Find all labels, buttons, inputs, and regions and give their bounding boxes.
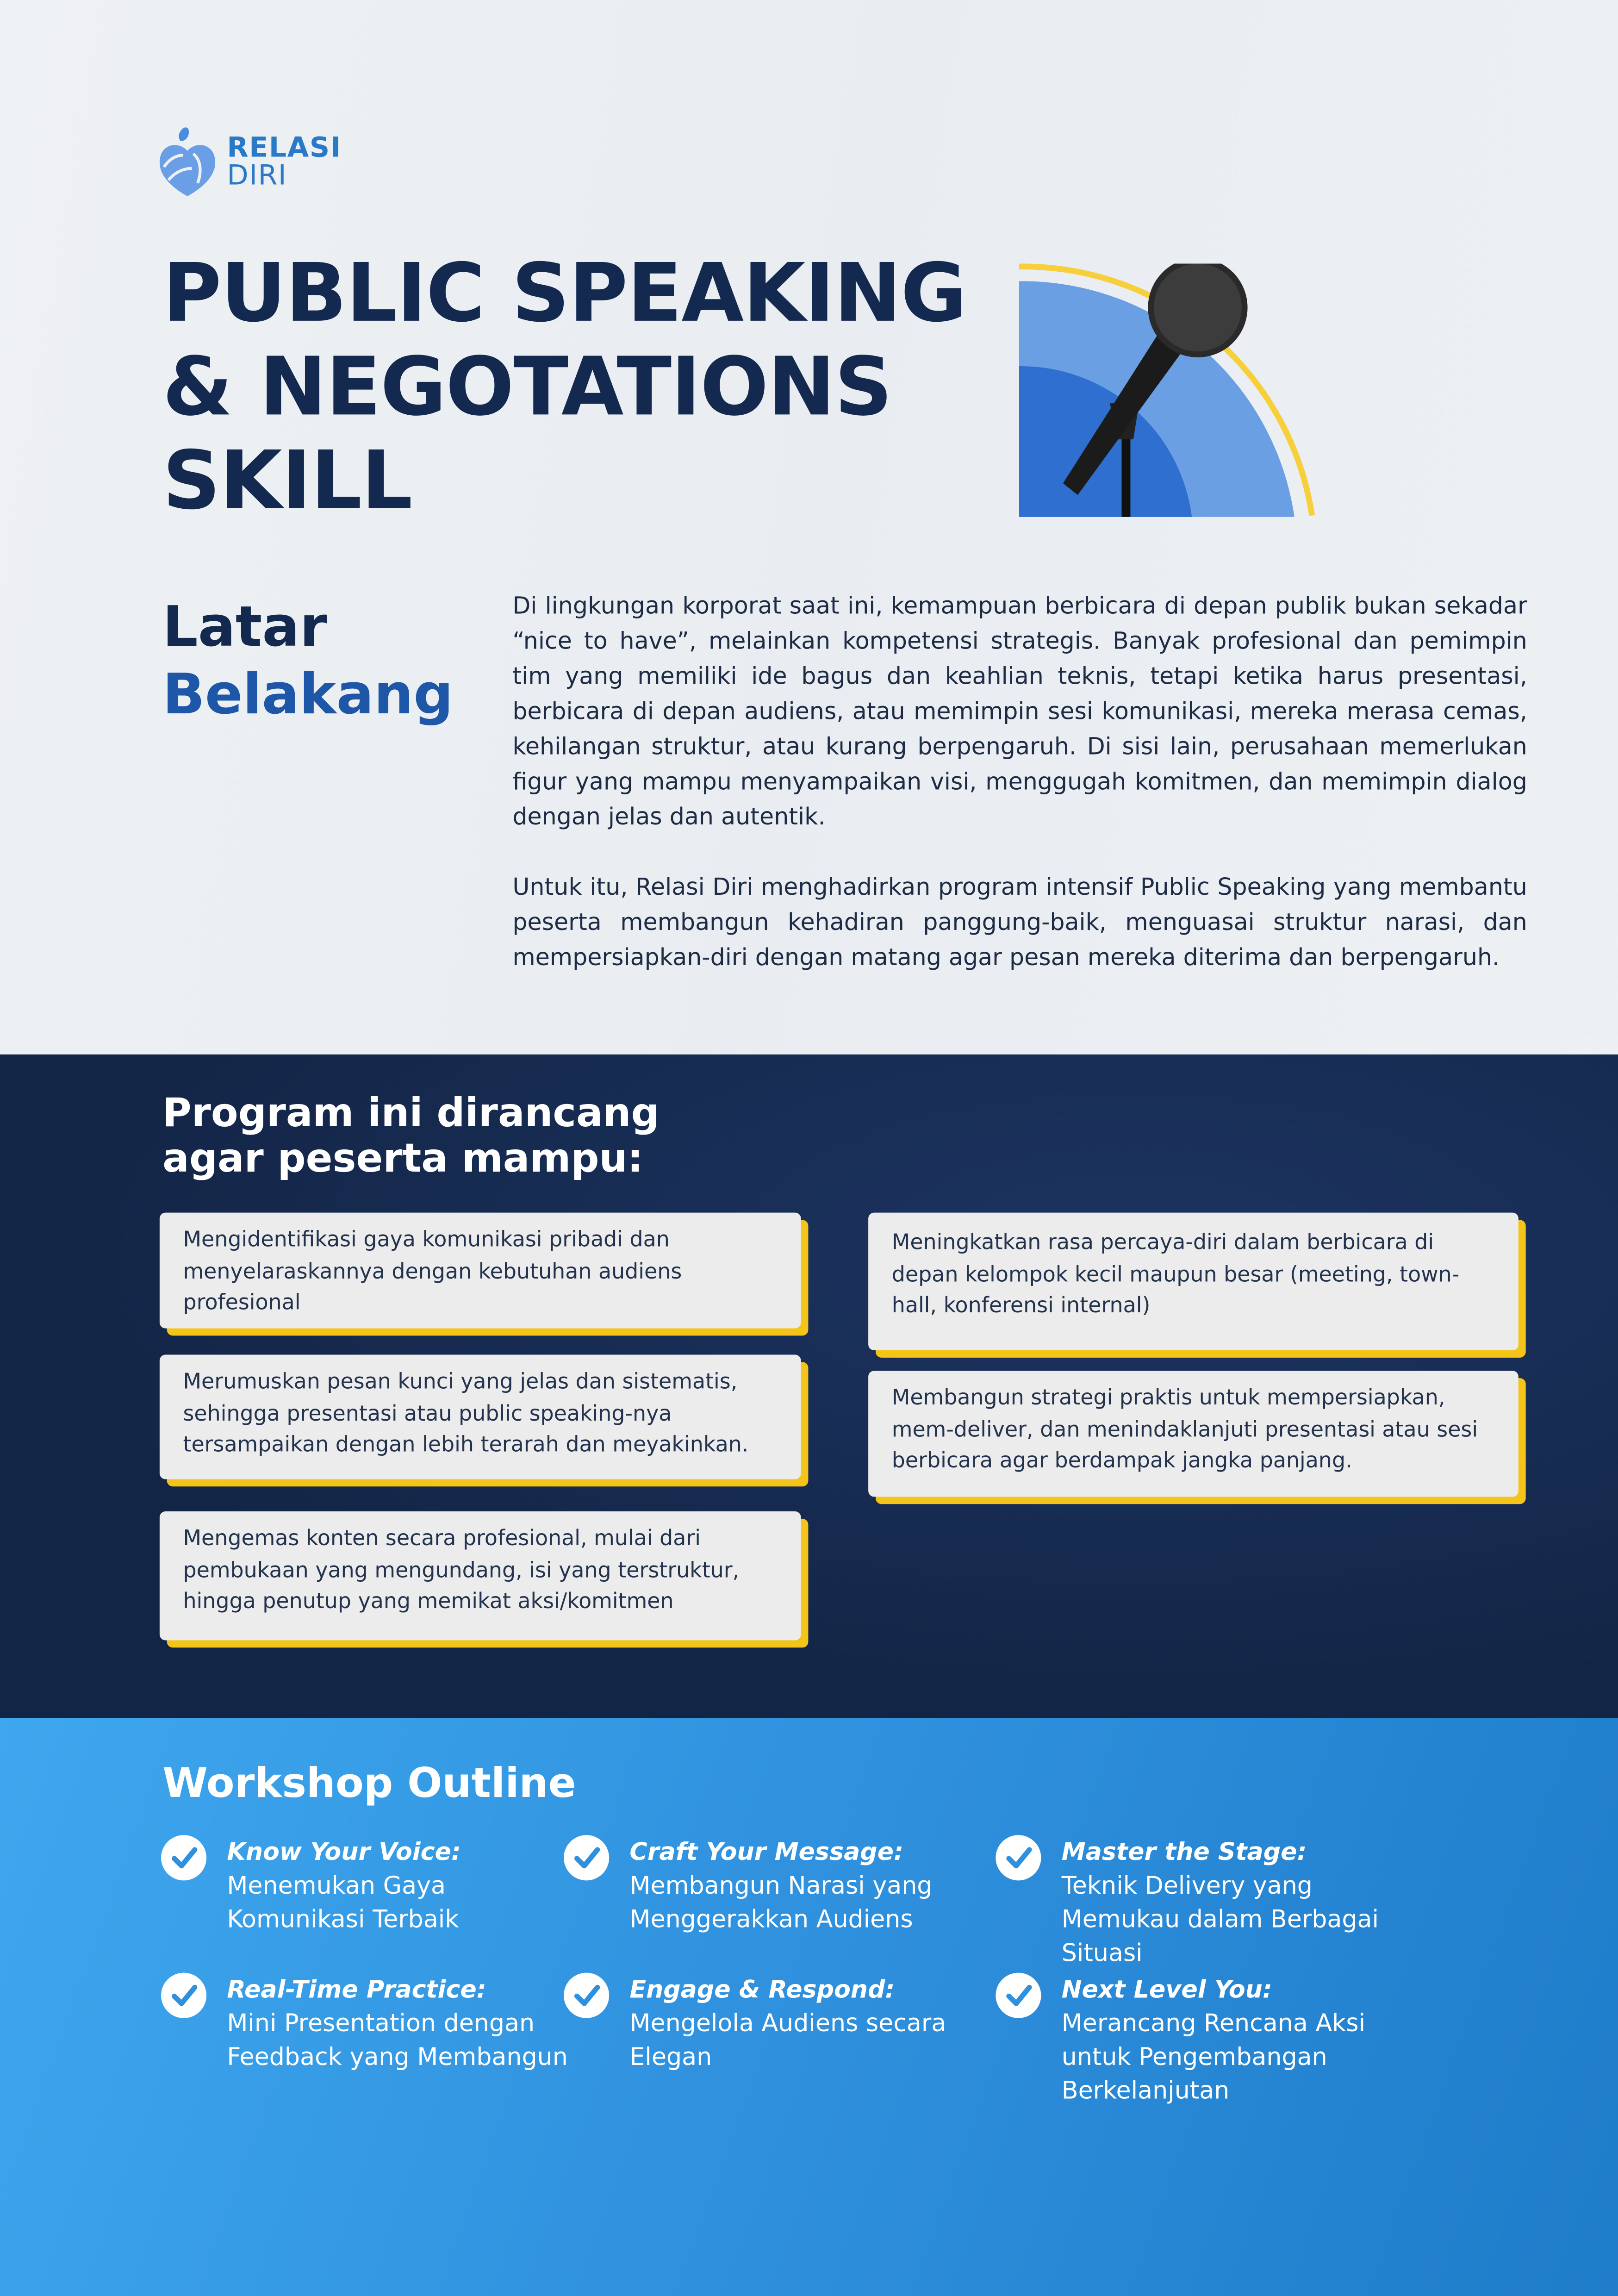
page-title	[162, 246, 966, 527]
outline-item-desc: Teknik Delivery yang Memukau dalam Berbagai Situasi	[1061, 1872, 1379, 1967]
heart-logo-icon	[157, 126, 218, 199]
microphone-illustration	[1019, 263, 1315, 517]
outline-item-title: Know Your Voice:	[227, 1838, 461, 1866]
check-circle-icon	[564, 1835, 609, 1880]
outline-item-desc: Menemukan Gaya Komunikasi Terbaik	[227, 1872, 459, 1934]
outline-item	[996, 1835, 1420, 1970]
check-circle-icon	[996, 1835, 1041, 1880]
background-paragraph: Di lingkungan korporat saat ini, kemampuan berbicara di depan publik bukan sekadar “nice to have”, melainkan kompetensi strategis. Banyak profesional dan pemimpin tim yang memiliki ide bagus dan keahlian teknis, tetapi ketika harus presentasi, berbicara di depan audiens, atau memimpin sesi komunikasi, mereka merasa cemas, kehilangan struktur, atau kurang berpengaruh. Di sisi lain, perusahaan memerlukan figur yang mampu menyampaikan visi, menggugah komitmen, dan memimpin dialog dengan jelas dan autentik.	[512, 592, 1527, 830]
title-line: & NEGOTATIONS	[162, 340, 892, 434]
objectives-heading	[162, 1091, 659, 1182]
check-circle-icon	[161, 1973, 206, 2018]
outline-item	[564, 1835, 989, 1936]
outline-item-title: Engage & Respond:	[629, 1975, 895, 2004]
brand-logo	[157, 126, 342, 199]
outline-item	[564, 1973, 989, 2074]
objective-card: Membangun strategi praktis untuk mempersiapkan, mem-deliver, dan menindaklanjuti presentasi atau sesi berbicara agar berdampak jangka panjang.	[868, 1371, 1518, 1497]
check-circle-icon	[161, 1835, 206, 1880]
check-circle-icon	[996, 1973, 1041, 2018]
section-heading-background	[162, 593, 453, 728]
outline-item	[161, 1973, 586, 2074]
heading-line: agar peserta mampu:	[162, 1136, 643, 1182]
outline-item-desc: Merancang Rencana Aksi untuk Pengembangan Berkelanjutan	[1061, 2009, 1366, 2105]
brand-name-line2: DIRI	[227, 159, 287, 192]
heading-line: Program ini dirancang	[162, 1091, 660, 1137]
heading-line: Latar	[162, 594, 327, 659]
objective-card: Mengemas konten secara profesional, mulai dari pembukaan yang mengundang, isi yang terstruktur, hingga penutup yang memikat aksi/komitmen	[160, 1511, 801, 1640]
objective-card: Meningkatkan rasa percaya-diri dalam berbicara di depan kelompok kecil maupun besar (meeting, town-hall, konferensi internal)	[868, 1213, 1518, 1350]
title-line: SKILL	[162, 433, 412, 527]
objective-card: Merumuskan pesan kunci yang jelas dan sistematis, sehingga presentasi atau public speaking-nya tersampaikan dengan lebih terarah dan meyakinkan.	[160, 1355, 801, 1479]
outline-item-title: Master the Stage:	[1061, 1838, 1307, 1866]
outline-item	[996, 1973, 1420, 2108]
brand-name-line1: RELASI	[227, 131, 342, 164]
outline-item-desc: Mengelola Audiens secara Elegan	[629, 2009, 946, 2071]
check-circle-icon	[564, 1973, 609, 2018]
title-line: PUBLIC SPEAKING	[162, 246, 966, 340]
outline-item-title: Craft Your Message:	[629, 1838, 903, 1866]
outline-item-title: Next Level You:	[1061, 1975, 1272, 2004]
outline-item	[161, 1835, 586, 1936]
outline-item-desc: Membangun Narasi yang Menggerakkan Audiens	[629, 1872, 933, 1934]
background-paragraph: Untuk itu, Relasi Diri menghadirkan program intensif Public Speaking yang membantu peserta membangun kehadiran panggung-baik, menguasai struktur narasi, dan mempersiapkan-diri dengan matang agar pesan mereka diterima dan berpengaruh.	[512, 873, 1527, 971]
outline-heading: Workshop Outline	[162, 1759, 576, 1808]
heading-line: Belakang	[162, 662, 454, 727]
objective-card: Mengidentifikasi gaya komunikasi pribadi dan menyelaraskannya dengan kebutuhan audiens profesional	[160, 1213, 801, 1329]
outline-item-title: Real-Time Practice:	[227, 1975, 486, 2004]
outline-item-desc: Mini Presentation dengan Feedback yang Membangun	[227, 2009, 568, 2071]
